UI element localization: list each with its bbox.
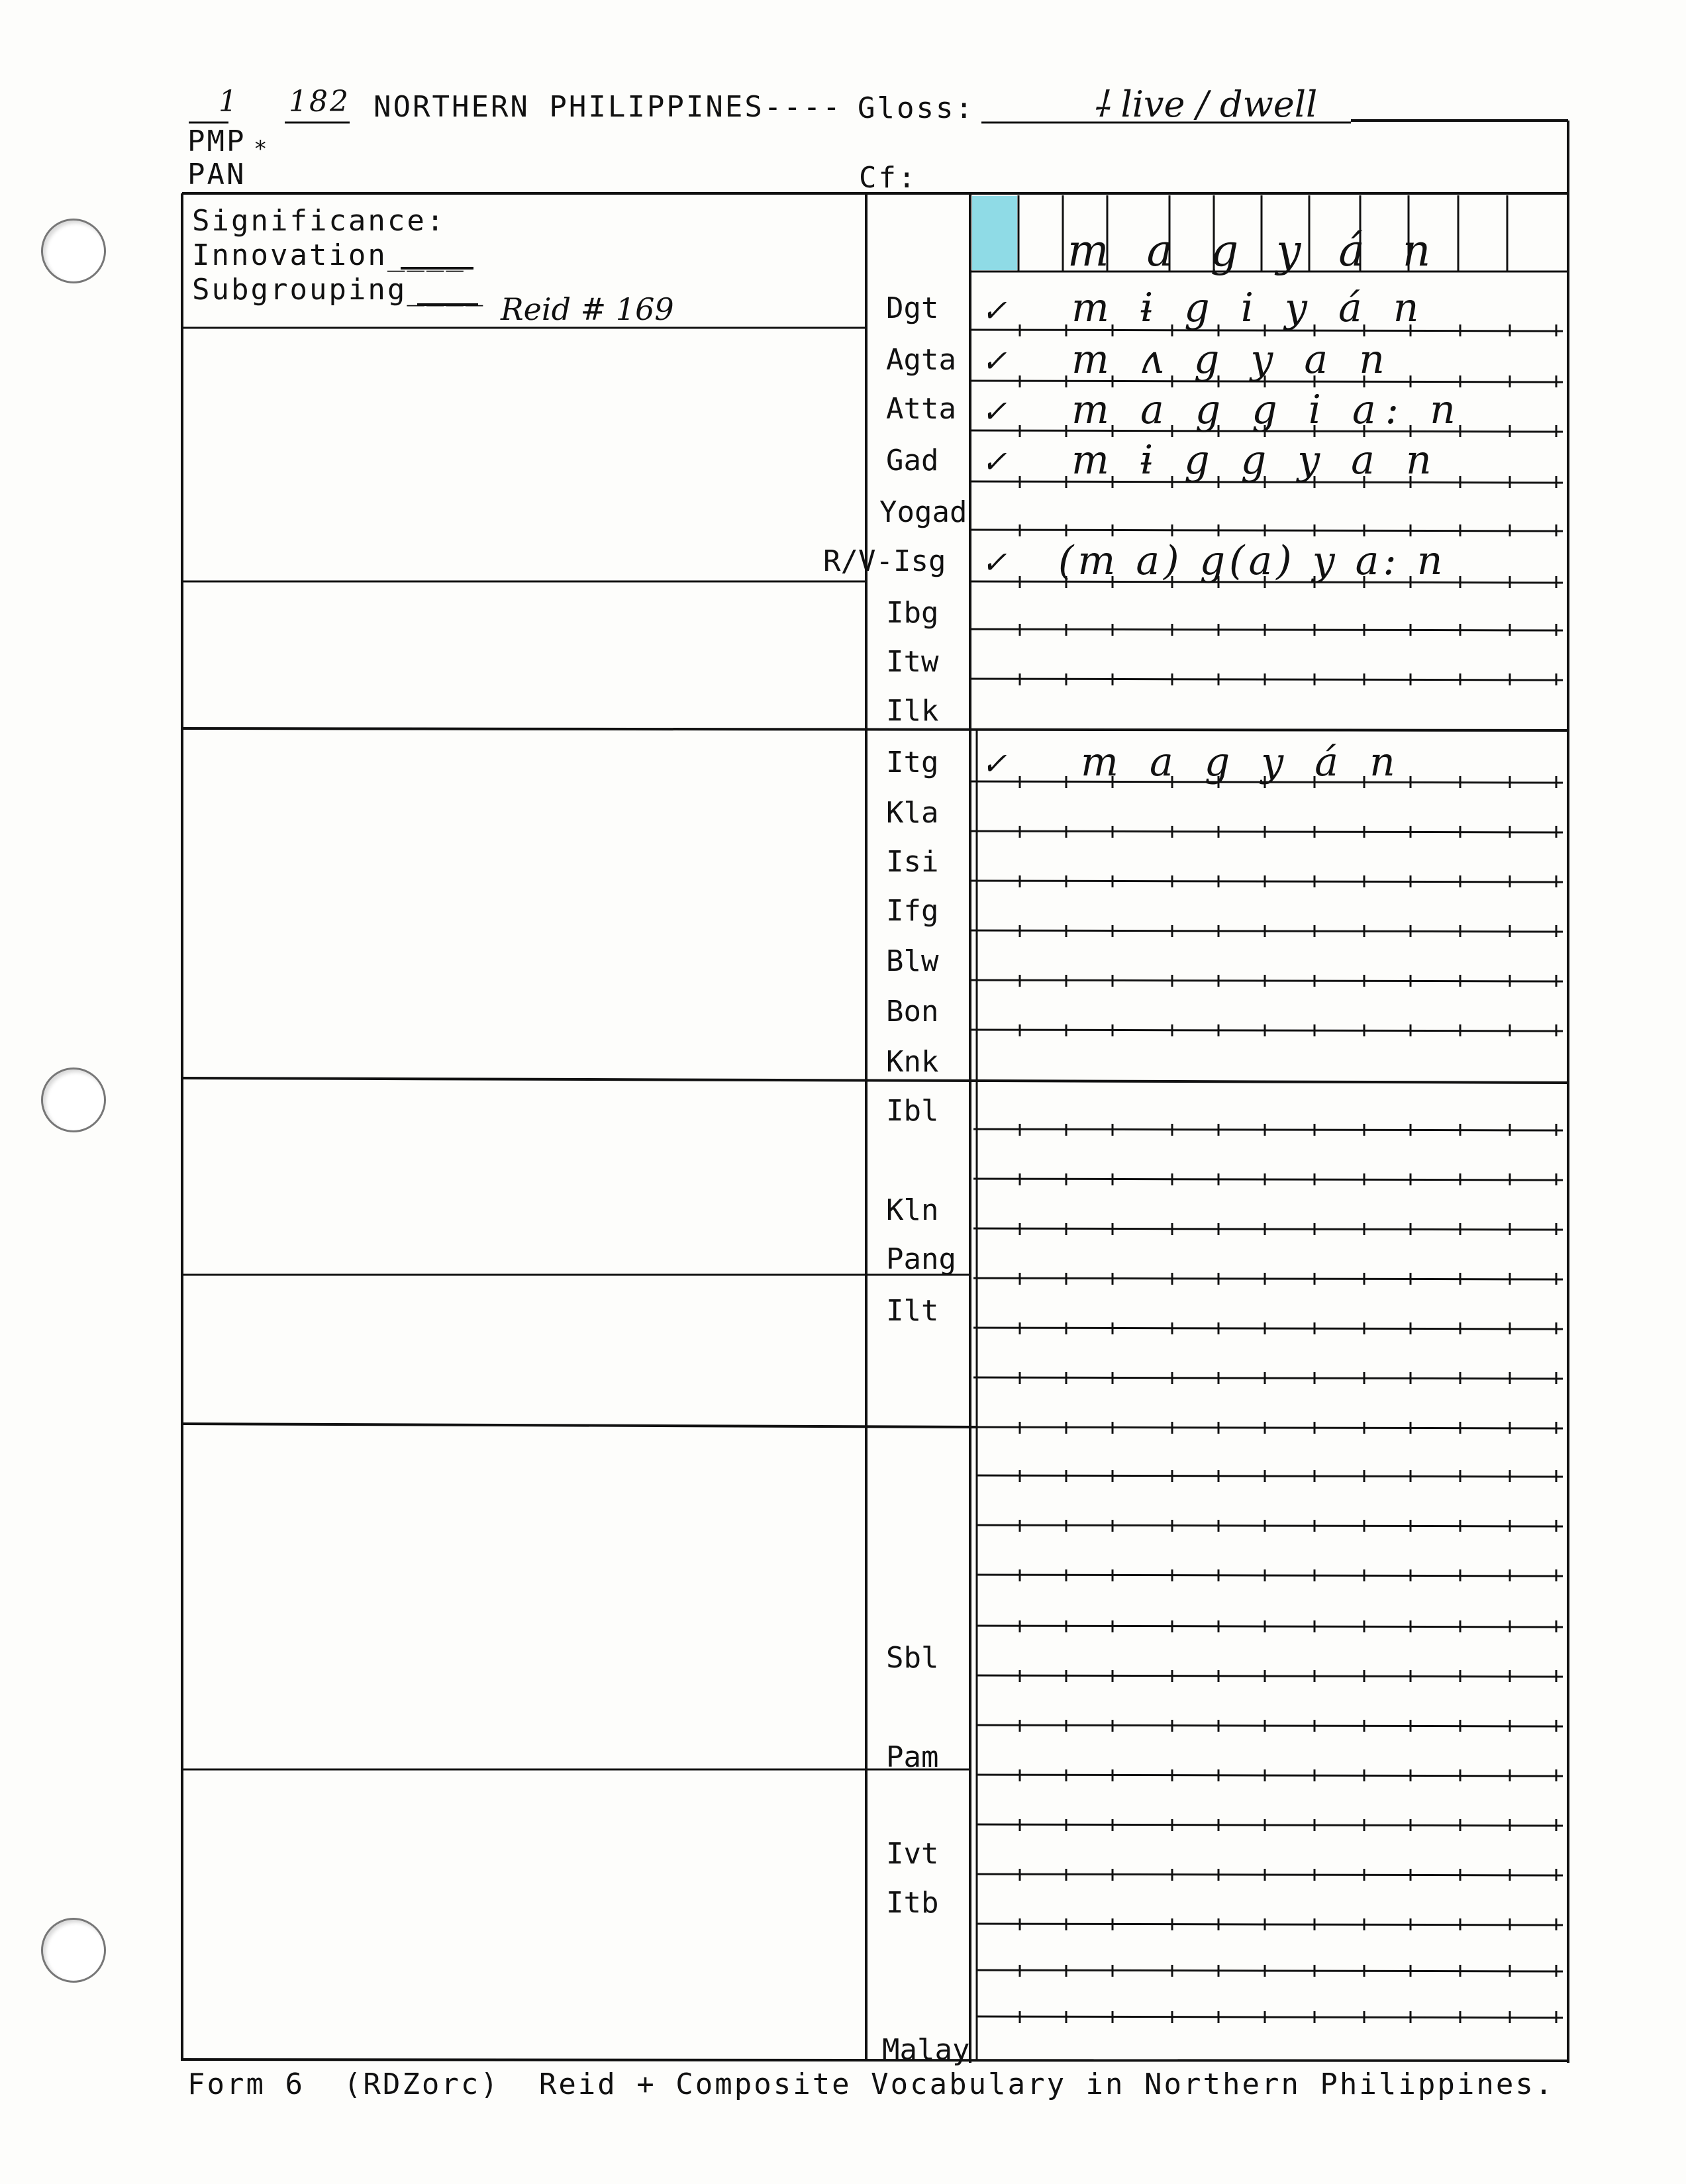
cognate-form-isg: (m a) g(a) y a: n (1058, 538, 1447, 584)
cognate-form-atta: m a g g i a: n (1071, 387, 1465, 433)
lang-label: Itg (886, 746, 939, 779)
lang-label: Ivt (886, 1837, 939, 1871)
lang-label: Ilk (886, 694, 939, 728)
cognate-form-dgt: m ɨ g i y á n (1071, 285, 1428, 331)
lang-label: Pam (886, 1740, 939, 1774)
check-mark: ✓ (981, 746, 1007, 781)
lang-label: Gad (886, 444, 939, 477)
innovation-field: Innovation____ (192, 238, 466, 272)
lang-label: R/V-Isg (823, 544, 946, 578)
asterisk: * (254, 136, 270, 162)
lang-label: Isi (886, 845, 939, 879)
lang-label: Dgt (886, 291, 939, 325)
cognate-form-agta: m ʌ g y a n (1071, 336, 1394, 383)
lang-label: Blw (886, 944, 939, 978)
check-mark: ✓ (981, 393, 1007, 429)
significance-title: Significance: (192, 204, 446, 238)
region-title: NORTHERN PHILIPPINES---- (373, 90, 842, 124)
highlight-cell (972, 196, 1017, 270)
cf-label: Cf: (859, 161, 918, 195)
check-mark: ✓ (981, 444, 1007, 479)
card-number-right: 182 (289, 85, 350, 119)
check-mark: ✓ (981, 293, 1007, 328)
lang-label: Pang (886, 1242, 956, 1276)
lang-label: Ifg (886, 894, 939, 928)
lang-label: Itb (886, 1886, 939, 1920)
gloss-label: Gloss: (858, 91, 975, 125)
lang-label: Knk (886, 1045, 939, 1079)
lang-label: Yogad (879, 495, 967, 529)
cognate-form-itg: m a g y á n (1081, 739, 1405, 785)
lang-label: Ilt (886, 1294, 939, 1328)
lang-label: Itw (886, 645, 939, 679)
pan-label: PAN (187, 158, 246, 191)
check-mark: ✓ (981, 544, 1007, 580)
lang-label: Agta (886, 343, 956, 377)
lang-label: Ibl (886, 1094, 939, 1128)
lang-label: Kla (886, 796, 939, 830)
reconstruction-form: m a g y á n (1067, 225, 1443, 276)
form-footer: Form 6 (RDZorc) Reid + Composite Vocabulary in Northern Philippines. (187, 2067, 1555, 2101)
lang-label: Ibg (886, 596, 939, 630)
card-number-left: 1 (219, 85, 239, 119)
lang-label: Sbl (886, 1641, 939, 1675)
lang-label: Malay (882, 2033, 970, 2067)
lang-label: Atta (886, 392, 956, 426)
lang-label: Bon (886, 995, 939, 1028)
pmp-label: PMP (187, 124, 246, 158)
lang-label: Kln (886, 1193, 939, 1227)
cognate-form-gad: m ɨ g g y a n (1071, 437, 1441, 483)
subgrouping-field: Subgrouping____ (192, 273, 485, 307)
reid-reference: Reid # 169 (501, 291, 674, 327)
check-mark: ✓ (981, 343, 1007, 379)
gloss-value: ⸸ live / dwell (1093, 83, 1318, 125)
